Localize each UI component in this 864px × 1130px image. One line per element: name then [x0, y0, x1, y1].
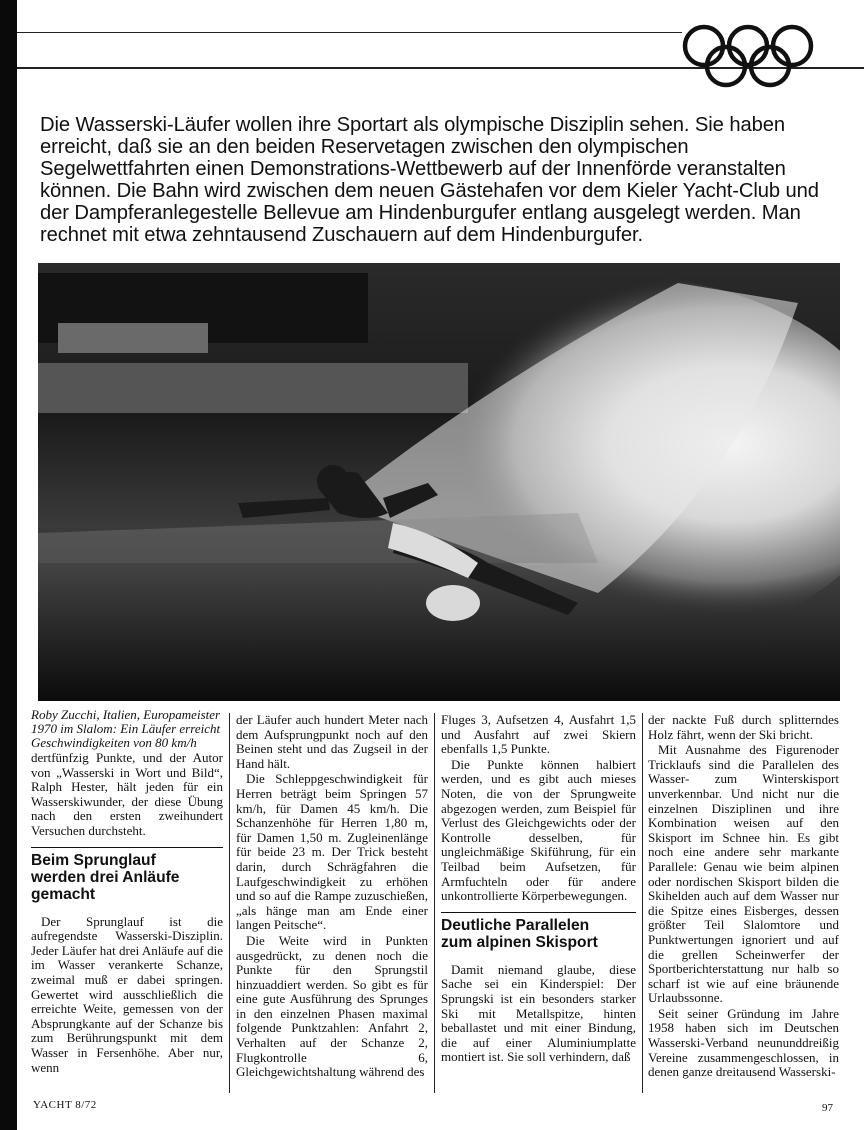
column-paragraph: der Läufer auch hundert Meter nach dem Aufsprungpunkt noch auf den Beinen steht und das Zugseil in der Hand hält.	[236, 712, 428, 771]
section-heading-2	[441, 912, 636, 951]
intro-paragraph: Die Wasserski-Läufer wollen ihre Sportart als olympische Disziplin sehen. Sie haben erreicht, daß sie an den beiden Reservetagen zwischen den olympischen Segelwettfahrten einen Demonstrations-Wettbewerb auf der Innenförde veranstalten können. Die Bahn wird zwischen dem neuen Gästehafen vor dem Kieler Yacht-Club und der Dampferanlegestelle Bellevue am Hindenburgufer entlang ausgelegt werden. Man rechnet mit etwa zehntausend Zuschauern auf dem Hindenburgufer.	[40, 114, 819, 246]
column-divider	[229, 713, 230, 1093]
column-paragraph: Seit seiner Gründung im Jahre 1958 haben sich im Deutschen Wasserski-Verband neununddreißig Vereine zusammengeschlossen, in denen ganze dreitausend Wasserski-	[648, 1005, 839, 1080]
heading-line: Deutliche Parallelen	[441, 916, 590, 934]
column-divider	[434, 713, 435, 1093]
water-ski-photo	[38, 263, 840, 701]
text-column-3	[441, 713, 636, 1066]
heading-line: zum alpinen Skisport	[441, 933, 598, 951]
heading-line: Beim Sprunglauf	[31, 851, 156, 869]
column-paragraph: Damit niemand glaube, diese Sache sei ein Kinderspiel: Der Sprungski ist ein besonders starker Ski mit Metallspitze, hinten beballastet und mit einer Bindung, die auf einer Aluminiumplatte montiert ist. Sie soll verhindern, daß	[441, 961, 636, 1065]
section-heading-1	[31, 847, 223, 903]
column-paragraph: Die Weite wird in Punkten ausgedrückt, zu denen noch die Punkte für den Sprungstil hinzuaddiert werden. So gibt es für eine gute Ausführung des Sprunges in den einzelnen Phasen maximal folgende Punktzahlen: Anfahrt 2, Verhalten auf der Schanze 2, Flugkontrolle 6, Gleichgewichtshaltung während des	[236, 932, 428, 1080]
page-number: 97	[822, 1102, 833, 1114]
text-column-1	[31, 708, 223, 1076]
olympic-rings-logo	[682, 22, 822, 92]
column-paragraph: Mit Ausnahme des Figurenoder Tricklaufs sind die Parallelen des Wasser- zum Winterskisport unverkennbar. Und nicht nur die einzelnen Disziplinen und ihre Kombination weisen auf den Skisport im Schnee hin. Es gibt noch eine andere sehr markante Parallele: Genau wie beim alpinen oder nordischen Skisport bilden die Skihelden auch auf dem Wasser nur die Spitze eines Eisberges, dessen größter Teil Slalomtore und Punktwertungen ignoriert und auf die grellen Scheinwerfer der Sportberichterstattung nur halb so scharf ist wie auf eine bräunende Urlaubssonne.	[648, 742, 839, 1006]
column-paragraph: Die Schleppgeschwindigkeit für Herren beträgt beim Springen 57 km/h, für Damen 45 km/h. Die Schanzenhöhe für Herren 1,80 m, für Damen 1,50 m. Zugleinenlänge für beide 23 m. Der Trick besteht darin, durch Schrägfahren die Laufgeschwindigkeit zu erhöhen und so auf die Rampe zuzuschießen, „als hänge man am Ende einer langen Peitsche“.	[236, 771, 428, 933]
text-column-4	[648, 713, 839, 1081]
column-divider	[642, 713, 643, 1093]
column-paragraph: der nackte Fuß durch splitterndes Holz fährt, wenn der Ski bricht.	[648, 712, 839, 742]
heading-line: werden drei Anläufe	[31, 868, 180, 886]
column-paragraph: Der Sprunglauf ist die aufregendste Wasserski-Disziplin. Jeder Läufer hat drei Anläufe auf die im Wasser verankerte Schanze, zweimal muß er dabei springen. Gewertet wird ausschließlich die erreichte Weite, gemessen von der Absprungkante auf der Schanze bis zum Berührungspunkt mit dem Wasser in Fersenhöhe. Aber nur, wenn	[31, 913, 223, 1075]
magazine-issue-label: YACHT 8/72	[33, 1099, 97, 1111]
page-edge-bar	[0, 0, 17, 1130]
text-column-2	[236, 713, 428, 1081]
heading-line: gemacht	[31, 885, 96, 903]
column-paragraph: dertfünfzig Punkte, und der Autor von „Wasserski in Wort und Bild“, Ralph Hester, hält jeden für ein Wasserskiwunder, der diese Übung nach den ersten zweihundert Versuchen durchsteht.	[31, 750, 223, 838]
column-paragraph: Die Punkte können halbiert werden, und es gibt auch mieses Noten, die von der Sprungweite abgezogen werden, zum Beispiel für Verlust des Gleichgewichts oder der Kontrolle desselben, für ungleichmäßige Skiführung, für ein Teilbad beim Aufsetzen, für Armfuchteln oder für andere unkontrollierte Körperbewegungen.	[441, 756, 636, 904]
column-paragraph: Fluges 3, Aufsetzen 4, Ausfahrt 1,5 und Ausfahrt auf zwei Skiern ebenfalls 1,5 Punkte.	[441, 712, 636, 757]
photo-caption: Roby Zucchi, Italien, Europameister 1970 im Slalom: Ein Läufer erreicht Geschwindigkeiten von 80 km/h	[31, 707, 221, 750]
header-rule	[17, 32, 682, 33]
